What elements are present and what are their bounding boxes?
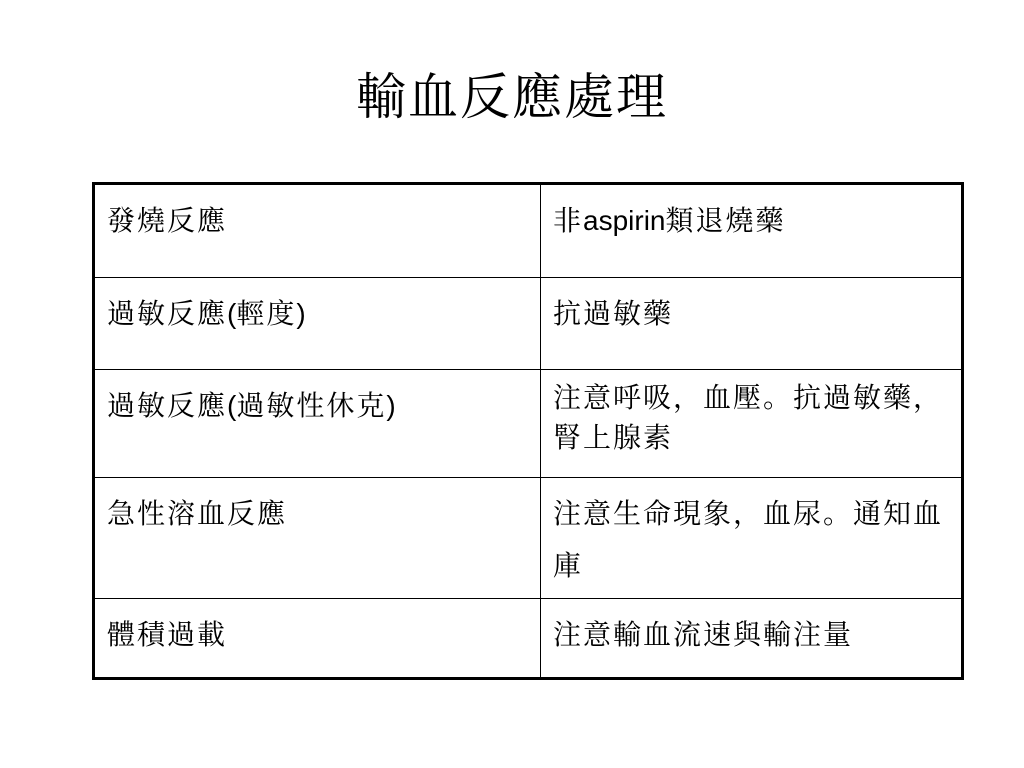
reaction-cell: 發燒反應 bbox=[95, 185, 541, 277]
reaction-table bbox=[95, 185, 961, 677]
table-row bbox=[95, 369, 961, 477]
treatment-cell: 抗過敏藥 bbox=[541, 277, 962, 369]
treatment-cell: 非aspirin類退燒藥 bbox=[541, 185, 962, 277]
reaction-cell: 過敏反應(輕度) bbox=[95, 277, 541, 369]
reaction-cell: 過敏反應(過敏性休克) bbox=[95, 369, 541, 477]
reaction-cell: 急性溶血反應 bbox=[95, 477, 541, 598]
latin-text: ) bbox=[386, 389, 396, 421]
latin-text: ( bbox=[227, 389, 237, 421]
latin-text: ) bbox=[296, 297, 306, 329]
table-row bbox=[95, 477, 961, 598]
table-row bbox=[95, 277, 961, 369]
treatment-cell: 注意呼吸，血壓。抗過敏藥，腎上腺素 bbox=[541, 369, 962, 477]
table-row bbox=[95, 185, 961, 277]
table-row bbox=[95, 598, 961, 677]
latin-text: ( bbox=[227, 297, 237, 329]
reaction-cell: 體積過載 bbox=[95, 598, 541, 677]
slide-title: 輸血反應處理 bbox=[356, 68, 668, 126]
treatment-cell: 注意生命現象，血尿。通知血庫 bbox=[541, 477, 962, 598]
reaction-table-frame bbox=[92, 182, 964, 680]
latin-text: aspirin bbox=[583, 205, 666, 236]
treatment-cell: 注意輸血流速與輸注量 bbox=[541, 598, 962, 677]
